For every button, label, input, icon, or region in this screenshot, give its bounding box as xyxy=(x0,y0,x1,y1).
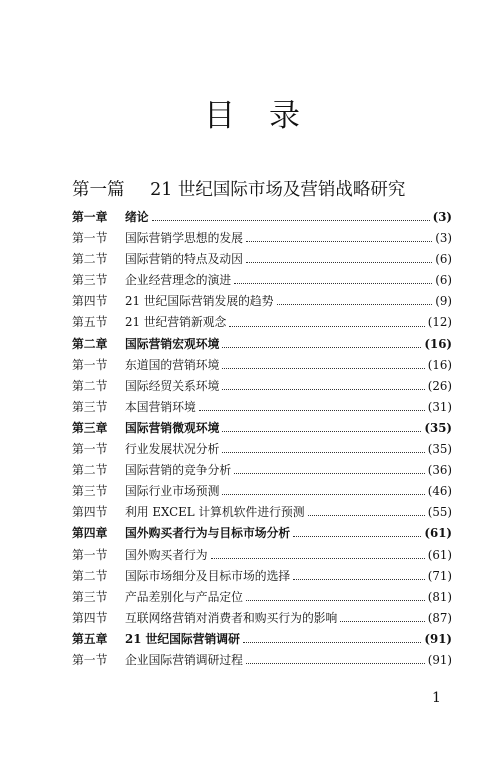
dot-leader xyxy=(246,600,425,601)
toc-section-entry[interactable] xyxy=(72,229,452,250)
toc-section-entry[interactable] xyxy=(72,609,452,630)
entry-title: 利用 EXCEL 计算机软件进行预测 xyxy=(125,505,305,520)
dot-leader xyxy=(222,431,421,432)
toc-chapter-entry[interactable] xyxy=(72,208,452,229)
dot-leader xyxy=(246,241,432,242)
entry-page: (35) xyxy=(427,442,452,457)
entry-number: 第三节 xyxy=(72,399,108,414)
entry-number: 第二节 xyxy=(72,378,108,393)
page-number: 1 xyxy=(432,690,441,706)
entry-title: 产品差别化与产品定位 xyxy=(125,589,243,604)
entry-page: (12) xyxy=(427,315,452,330)
toc-section-entry[interactable] xyxy=(72,546,452,567)
entry-number: 第三章 xyxy=(72,420,108,435)
entry-page: (91) xyxy=(427,652,452,667)
entry-number: 第四章 xyxy=(72,526,108,541)
entry-page: (46) xyxy=(427,484,452,499)
entry-title: 国际营销的特点及动因 xyxy=(125,252,243,267)
dot-leader xyxy=(340,621,424,622)
toc-section-entry[interactable] xyxy=(72,567,452,588)
dot-leader xyxy=(222,389,424,390)
dot-leader xyxy=(222,347,421,348)
dot-leader xyxy=(199,410,425,411)
dot-leader xyxy=(222,368,424,369)
toc-chapter-entry[interactable] xyxy=(72,419,452,440)
toc-section-entry[interactable] xyxy=(72,250,452,271)
part-label: 第一篇 xyxy=(72,180,125,200)
entry-page: (3) xyxy=(435,231,452,246)
entry-title: 行业发展状况分析 xyxy=(125,442,220,457)
entry-page: (26) xyxy=(427,378,452,393)
dot-leader xyxy=(234,473,425,474)
entry-number: 第四节 xyxy=(72,294,108,309)
dot-leader xyxy=(243,642,422,643)
entry-title: 国际营销的竞争分析 xyxy=(125,463,232,478)
dot-leader xyxy=(246,262,432,263)
entry-title: 企业国际营销调研过程 xyxy=(125,652,243,667)
entry-page: (81) xyxy=(427,589,452,604)
entry-title: 国外购买者行为 xyxy=(125,547,208,562)
entry-page: (71) xyxy=(427,568,452,583)
entry-title: 国际营销学思想的发展 xyxy=(125,231,243,246)
toc-section-entry[interactable] xyxy=(72,292,452,313)
entry-number: 第五节 xyxy=(72,315,108,330)
entry-title: 互联网络营销对消费者和购买行为的影响 xyxy=(125,610,338,625)
dot-leader xyxy=(211,558,425,559)
dot-leader xyxy=(308,515,425,516)
toc-section-entry[interactable] xyxy=(72,588,452,609)
entry-page: (55) xyxy=(427,505,452,520)
entry-number: 第四节 xyxy=(72,505,108,520)
toc-section-entry[interactable] xyxy=(72,440,452,461)
dot-leader xyxy=(277,304,433,305)
entry-page: (6) xyxy=(435,273,452,288)
entry-page: (31) xyxy=(427,399,452,414)
part-heading xyxy=(72,176,452,201)
entry-page: (3) xyxy=(432,210,452,224)
entry-title: 21 世纪国际营销调研 xyxy=(125,631,240,646)
toc-section-entry[interactable] xyxy=(72,503,452,524)
entry-title: 企业经营理念的演进 xyxy=(125,273,232,288)
entry-number: 第一节 xyxy=(72,231,108,246)
page-title: 目录 xyxy=(204,98,334,134)
entry-page: (61) xyxy=(427,547,452,562)
entry-title: 21 世纪国际营销发展的趋势 xyxy=(125,294,274,309)
toc-section-entry[interactable] xyxy=(72,482,452,503)
entry-title: 东道国的营销环境 xyxy=(125,357,220,372)
entry-number: 第一节 xyxy=(72,442,108,457)
entry-number: 第二节 xyxy=(72,568,108,583)
entry-number: 第二节 xyxy=(72,252,108,267)
toc-section-entry[interactable] xyxy=(72,651,452,672)
entry-page: (16) xyxy=(427,357,452,372)
toc-chapter-entry[interactable] xyxy=(72,524,452,545)
dot-leader xyxy=(293,579,425,580)
table-of-contents xyxy=(72,208,452,672)
toc-section-entry[interactable] xyxy=(72,356,452,377)
entry-number: 第五章 xyxy=(72,631,108,646)
entry-page: (36) xyxy=(427,463,452,478)
entry-number: 第一节 xyxy=(72,357,108,372)
toc-chapter-entry[interactable] xyxy=(72,630,452,651)
dot-leader xyxy=(222,494,424,495)
entry-number: 第一节 xyxy=(72,547,108,562)
entry-title: 国际营销微观环境 xyxy=(125,420,220,435)
toc-section-entry[interactable] xyxy=(72,461,452,482)
entry-number: 第一章 xyxy=(72,210,108,224)
part-title: 21 世纪国际市场及营销战略研究 xyxy=(150,180,406,200)
toc-section-entry[interactable] xyxy=(72,377,452,398)
toc-section-entry[interactable] xyxy=(72,398,452,419)
entry-number: 第二节 xyxy=(72,463,108,478)
dot-leader xyxy=(222,452,424,453)
dot-leader xyxy=(246,663,425,664)
entry-title: 国际行业市场预测 xyxy=(125,484,220,499)
entry-title: 21 世纪营销新观念 xyxy=(125,315,227,330)
entry-title: 国际市场细分及目标市场的选择 xyxy=(125,568,291,583)
dot-leader xyxy=(293,536,421,537)
toc-section-entry[interactable] xyxy=(72,313,452,334)
entry-number: 第四节 xyxy=(72,610,108,625)
entry-page: (35) xyxy=(424,420,452,435)
entry-title: 国外购买者行为与目标市场分析 xyxy=(125,526,291,541)
entry-page: (6) xyxy=(435,252,452,267)
entry-page: (61) xyxy=(424,526,452,541)
entry-title: 本国营销环境 xyxy=(125,399,196,414)
dot-leader xyxy=(229,326,424,327)
entry-page: (9) xyxy=(435,294,452,309)
entry-number: 第三节 xyxy=(72,484,108,499)
entry-title: 绪论 xyxy=(125,210,149,224)
entry-number: 第一节 xyxy=(72,652,108,667)
entry-number: 第二章 xyxy=(72,336,108,351)
dot-leader xyxy=(152,220,430,221)
toc-chapter-entry[interactable] xyxy=(72,335,452,356)
entry-page: (87) xyxy=(427,610,452,625)
dot-leader xyxy=(234,283,432,284)
entry-title: 国际营销宏观环境 xyxy=(125,336,220,351)
entry-page: (91) xyxy=(424,631,452,646)
entry-page: (16) xyxy=(424,336,452,351)
entry-title: 国际经贸关系环境 xyxy=(125,378,220,393)
toc-section-entry[interactable] xyxy=(72,271,452,292)
entry-number: 第三节 xyxy=(72,273,108,288)
entry-number: 第三节 xyxy=(72,589,108,604)
